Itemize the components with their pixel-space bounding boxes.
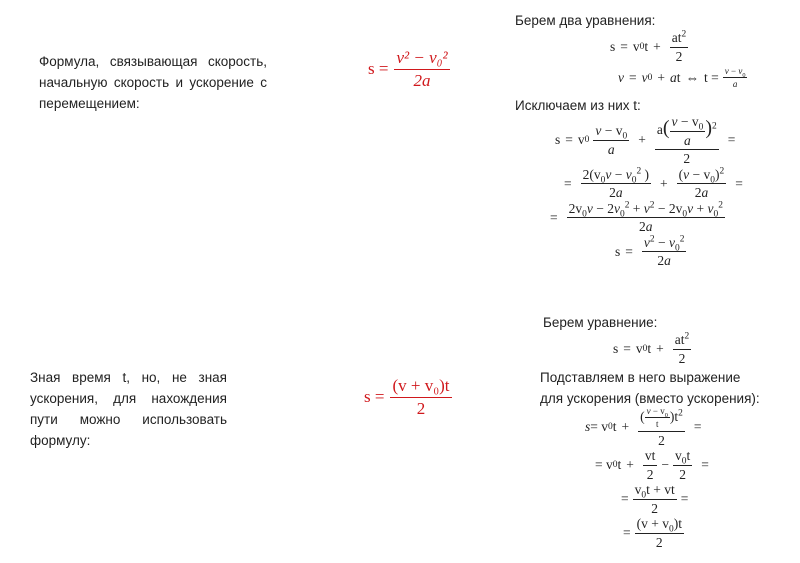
substitution-result: = $\frac{(v + v_0)t}{2}$ bbox=[623, 516, 682, 550]
formula-numerator: (v + v₀)t bbox=[390, 376, 451, 398]
formula-denominator: 2 bbox=[416, 398, 426, 418]
formula-displacement-velocity bbox=[368, 48, 454, 90]
equation-displacement-2: s = v 0 t + $\frac{at^2}{2}$ bbox=[613, 331, 690, 366]
elimination-result: s = $\frac{v^2 - v_0^2}{2a}$ bbox=[615, 234, 685, 269]
formula-denominator: 2a bbox=[413, 70, 431, 90]
equation-displacement: s = v 0 t + $\frac{at^2}{2}$ bbox=[610, 29, 687, 64]
derivation-bottom-intro: Берем уравнение: bbox=[543, 315, 658, 330]
derivation-substitute-line-1: Подставляем в него выражение bbox=[540, 370, 741, 385]
formula-lhs: s = bbox=[364, 387, 385, 407]
derivation-top bbox=[510, 30, 780, 90]
derivation-substitute-line-2: для ускорения (вместо ускорения): bbox=[540, 391, 760, 406]
substitution-step-3: = $\frac{v_0t + vt}{2}$ = bbox=[621, 482, 689, 516]
formula-numerator: v² − v₀² bbox=[394, 48, 449, 70]
derivation-top-intro: Берем два уравнения: bbox=[515, 13, 656, 28]
elimination-step-2: = $\frac{2(v_0v - v_0^2 )}{2a}$ + $\frac{(v - v_0)^2}{2a}$ = bbox=[564, 166, 743, 201]
formula-displacement-time bbox=[364, 376, 456, 418]
derivation-substitution bbox=[585, 406, 785, 550]
elimination-step-3: = $\frac{2v_0v - 2v_0^2 + v^2 - 2v_0v + v_0^2}{2a}$ bbox=[550, 200, 723, 235]
derivation-elimination bbox=[545, 114, 785, 269]
description-text-2: Зная время t, но, не зная ускорения, для нахождения пути можно использовать формулу: bbox=[30, 370, 227, 448]
substitution-step-2: = v 0 t + $\frac{vt}{2}$ − $\frac{v_0t}{2}$ = bbox=[595, 448, 709, 482]
substitution-step-1: s = v 0 t + ( $\frac{v - v_0}{t}$ )$t^2$ 2 = bbox=[585, 406, 702, 448]
equation-velocity: v = v 0 + a t ⇔ t = $\frac{v - v_0}{a}$ bbox=[618, 66, 746, 90]
description-text-1: Формула, связывающая скорость, начальную скорость и ускорение с перемещением: bbox=[39, 54, 267, 111]
elimination-step-1: s = v 0 $\frac{v - v_0}{a}$ + a( $\frac{v - v_0}{a}$ )$^2$ 2 = bbox=[555, 114, 736, 167]
formula-lhs: s = bbox=[368, 59, 389, 79]
derivation-eliminate-label: Исключаем из них t: bbox=[515, 98, 641, 113]
